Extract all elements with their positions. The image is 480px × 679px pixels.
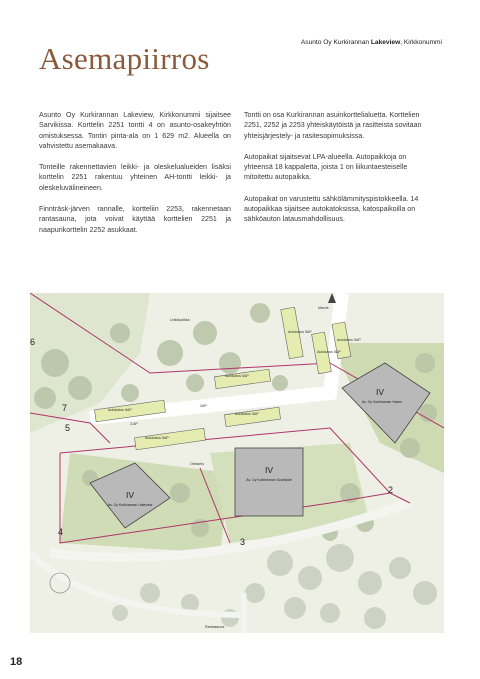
road-label: Rantasauna	[205, 625, 225, 629]
building-southside-floors: IV	[264, 465, 274, 475]
parking-3ap-label: 3 AP	[130, 422, 138, 426]
plot-number-4: 4	[58, 527, 64, 537]
header-company-prefix: Asunto Oy Kurkirannan	[300, 39, 371, 46]
building-southside-name: As. Oy Kurkirannan Southside	[246, 478, 292, 482]
carport-label-2: Autokatos 5AP	[145, 436, 169, 440]
page-title: Asemapiirros	[39, 41, 210, 76]
left-paragraph-2: Tonteille rakennettavien leikki- ja oleskelualueiden lisäksi korttelin 2251 rakentuu yhteinen AH-tontti leikki- ja oleskeluvälineineen.	[39, 163, 231, 192]
right-paragraph-3: Autopaikat on varustettu sähkölämmityspistokkeella. 14 autopaikkaa sijaitsee autokatoksissa, katospaikoilla on sähköauton latausmahdollisuus.	[244, 194, 419, 224]
building-lakeview-floors: IV	[125, 490, 135, 500]
header-company	[301, 39, 442, 46]
plot-number-7: 7	[62, 403, 68, 413]
plot-number-6: 6	[30, 337, 36, 347]
left-paragraph-3: Finnträsk-järven rannalle, kortteliin 2253, rakennetaan rantasauna, jota voivat käyttää korttelien 2251 ja naapurikorttelin 2252 asukkaat.	[39, 205, 231, 234]
site-plan-map	[30, 293, 444, 633]
plot-number-2: 2	[388, 485, 394, 495]
building-lakeview-name: As. Oy Kurkirannan Lakeview	[107, 503, 153, 507]
header-location: , Kirkkonummi	[400, 39, 442, 46]
building-haven-floors: IV	[375, 387, 385, 397]
carport-label-3: Autokatos 5AP	[225, 374, 249, 378]
header-company-bold: Lakeview	[370, 39, 401, 46]
left-paragraph-1: Asunto Oy Kurkirannan Lakeview, Kirkkonummi sijaitsee Sarvikissa. Korttelin 2251 tontti 4 on asunto-osakeyhtiön omistuksessa. Tontin pinta-ala on 1 629 m2. Alueella on vahvistettu asemakaava.	[39, 111, 231, 150]
carport-label-5: Autokatos 5AP	[288, 330, 312, 334]
site-plan-svg	[30, 293, 444, 633]
carport-label-7: Autokatos 5AP	[337, 338, 361, 342]
carport-label-6: Autokatos 5AP	[317, 350, 341, 354]
plot-number-5: 5	[65, 423, 71, 433]
right-paragraph-2: Autopaikat sijaitsevat LPA-alueella. Autopaikkoja on yhteensä 18 kappaletta, joista 1 on liikuntaesteiselle mitoitettu autopaikka.	[244, 152, 408, 182]
left-text-column	[39, 110, 231, 246]
building-haven-name: As. Oy Kurkirannan Haven	[361, 400, 403, 404]
right-paragraph-1: Tontti on osa Kurkirannan asuinkorttelialuetta. Korttelien 2251, 2252 ja 2253 yhteiskäytöistä ja rasitteista sovitaan yhteisjärjestely- ja rasitesopimuksissa.	[244, 111, 422, 140]
page-number: 18	[10, 656, 23, 668]
plot-number-3: 3	[240, 537, 246, 547]
parking-2ap-label: 2AP	[200, 404, 207, 408]
rest-area-label: Oleskelu	[190, 462, 204, 466]
right-text-column	[244, 110, 436, 236]
north-label: Marvis	[318, 306, 329, 310]
carport-label-1: Autokatos 5AP	[108, 408, 132, 412]
carport-label-4: Autokatos 5AP	[235, 412, 259, 416]
play-area-label: Leikkipaikka	[170, 318, 190, 322]
